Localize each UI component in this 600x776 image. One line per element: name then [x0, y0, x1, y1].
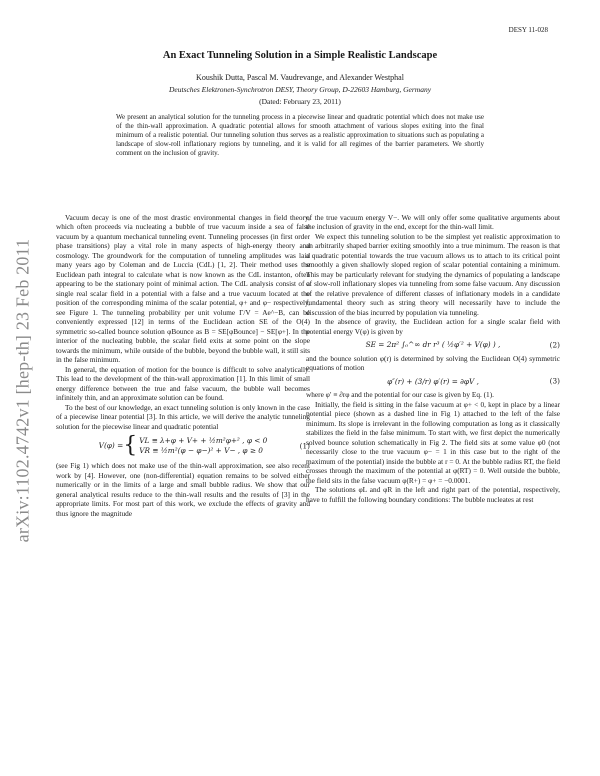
equation-1-body	[56, 435, 310, 457]
paragraph: where φ′ ≡ ∂rφ and the potential for our case is given by Eq. (1).	[306, 390, 494, 400]
paragraph: Vacuum decay is one of the most drastic environmental changes in field theory, which often proceeds via nucleating a bubble of true vacuum inside a sea of false vacuum by a quantum mechanical tunneling event. Tunneling processes (in first order phase transitions) play a vital role in many aspects of high-energy theory and cosmology. The groundwork for the computation of tunneling amplitudes was laid many years ago by Coleman and de Luccia (CdL) [1, 2]. Their method uses the Euclidean path integral to calculate what is now known as the CdL instanton, often appearing to be the stationary point of minimal action. The CdL analysis consist of a single real scalar field in a potential with a false and a true vacuum located at the position of the corresponding minima of the scalar potential, φ+ and φ− respectively, see Figure 1. The tunneling probability per unit volume Γ/V = Ae^−B, can be conveniently expressed [12] in terms of the Euclidean action SE of the O(4) symmetric so-called bounce solution φBounce as B = SE[φBounce] − SE[φ+]. In the interior of the nucleating bubble, the scalar field exits at some point on the slope towards the minimum, while outside of the bubble, beyond the bubble wall, it still sits in the false minimum.	[56, 213, 310, 365]
paragraph: and the bounce solution φ(r) is determined by solving the Euclidean O(4) symmetric equations of motion	[306, 353, 560, 373]
arxiv-stamp	[8, 190, 38, 590]
paragraph: Initially, the field is sitting in the false vacuum at φ+ < 0, kept in place by a linear potential piece (shown as a dashed line in Fig 1) attached to the left of the false minimum. Its slope is irrelevant in the following computation as long as it classically stabilizes the field in the false minimum. To start with, we first depict the numerically solved bounce solution schematically in Fig 2. The field sits at some value φ0 (not necessarily close to the true vacuum φ− = 1 in this case but to the right of the maximum of the potential) inside the bubble at r = 0. At the bubble radius RT, the field crosses through the maximum of the potential at φ(RT) = 0. Well outside the bubble, the field sits in the false vacuum φ(R+) = φ+ = −0.0001.	[306, 399, 560, 485]
equation-3	[306, 377, 560, 386]
arxiv-stamp-text: arXiv:1102.4742v1 [hep-th] 23 Feb 2011	[12, 238, 33, 542]
paragraph: We expect this tunneling solution to be the simplest yet realistic approximation to an arbitrarily shaped barrier exiting smoothly into a true minimum. The reason is that a quadratic potential towards the true vacuum allows us to attach to its critical point smoothly a given shallowly sloped region of scalar potential containing a minimum. This may be particularly relevant for studying the dynamics of populating a landscape of slow-roll inflationary slopes via tunneling from some false vacuum. Any discussion of the relative prevalence of different classes of inflationary models in a candidate fundamental theory such as string theory will necessarily have to include the discussion of the bias incurred by population via tunneling.	[306, 231, 560, 317]
equation-2	[306, 340, 560, 349]
equation-2-number: (2)	[549, 340, 560, 350]
brace-icon: {	[123, 433, 138, 459]
equation-3-number: (3)	[549, 376, 560, 386]
report-number: DESY 11-028	[508, 26, 548, 34]
date-line: (Dated: February 23, 2011)	[259, 97, 341, 106]
paragraph: In the absence of gravity, the Euclidean action for a single scalar field with potential energy V(φ) is given by	[306, 317, 560, 336]
paragraph: In general, the equation of motion for the bounce is difficult to solve analytically. This lead to the development of the thin-wall approximation [1]. In this limit of small energy difference between the true and false vacuum, the bubble wall becomes infinitely thin, and an approximate solution can be found.	[56, 364, 310, 403]
equation-3-body: φ″(r) + (3/r) φ′(r) = ∂φV ,	[387, 376, 479, 386]
affiliation: Deutsches Elektronen-Synchrotron DESY, Theory Group, D-22603 Hamburg, Germany	[168, 85, 432, 94]
paragraph: of the true vacuum energy V−. We will only offer some qualitative arguments about the inclusion of gravity in the end, except for the thin-wall limit.	[306, 213, 560, 232]
left-column	[56, 213, 310, 518]
equation-2-body: SE = 2π² ∫₀^∞ dr r³ ( ½φ′² + V(φ) ) ,	[365, 340, 501, 350]
abstract: We present an analytical solution for the tunneling process in a piecewise linear and quadratic potential which does not make use of the thin-wall approximation. A quadratic potential allows for smooth attachment of various slopes exiting into the final minimum of a realistic potential. Our tunneling solution thus serves as a realistic approximation to situations such as populating a landscape of slow-roll inflationary regions by tunneling, and it is valid for all regimes of the barrier parameters. We shortly comment on the inclusion of gravity.	[116, 113, 484, 157]
right-column	[306, 213, 560, 504]
equation-1-lhs: V(φ) =	[98, 441, 124, 451]
authors: Koushik Dutta, Pascal M. Vaudrevange, and Alexander Westphal	[196, 73, 404, 82]
paragraph: To the best of our knowledge, an exact tunneling solution is only known in the case of a piecewise linear potential [3]. In this article, we will derive the analytic tunneling solution for the piecewise linear and quadratic potential	[56, 402, 310, 431]
equation-1-line-1: VL ≡ λ+φ + V+ + ½m²φ+² , φ < 0	[139, 436, 268, 446]
paper-title: An Exact Tunneling Solution in a Simple Realistic Landscape	[162, 50, 438, 61]
equation-1-number: (1)	[299, 441, 310, 451]
equation-1-line-2: VR ≡ ½m²(φ − φ−)² + V− , φ ≥ 0	[139, 446, 263, 456]
paragraph: (see Fig 1) which does not make use of the thin-wall approximation, see also recent work by [4]. However, one (non-differential) equation remains to be solved either numerically or in the limits of a large and small bubble radius. We show that our general analytical results reduce to the thin-wall results and the results of [3] in the appropriate limits. For most part of this work, we exclude the effects of gravity and thus ignore the magnitude	[56, 461, 310, 518]
paragraph: The solutions φL and φR in the left and right part of the potential, respectively, have to fulfill the following boundary conditions: The bubble nucleates at rest	[306, 485, 560, 504]
equation-1	[56, 435, 310, 457]
